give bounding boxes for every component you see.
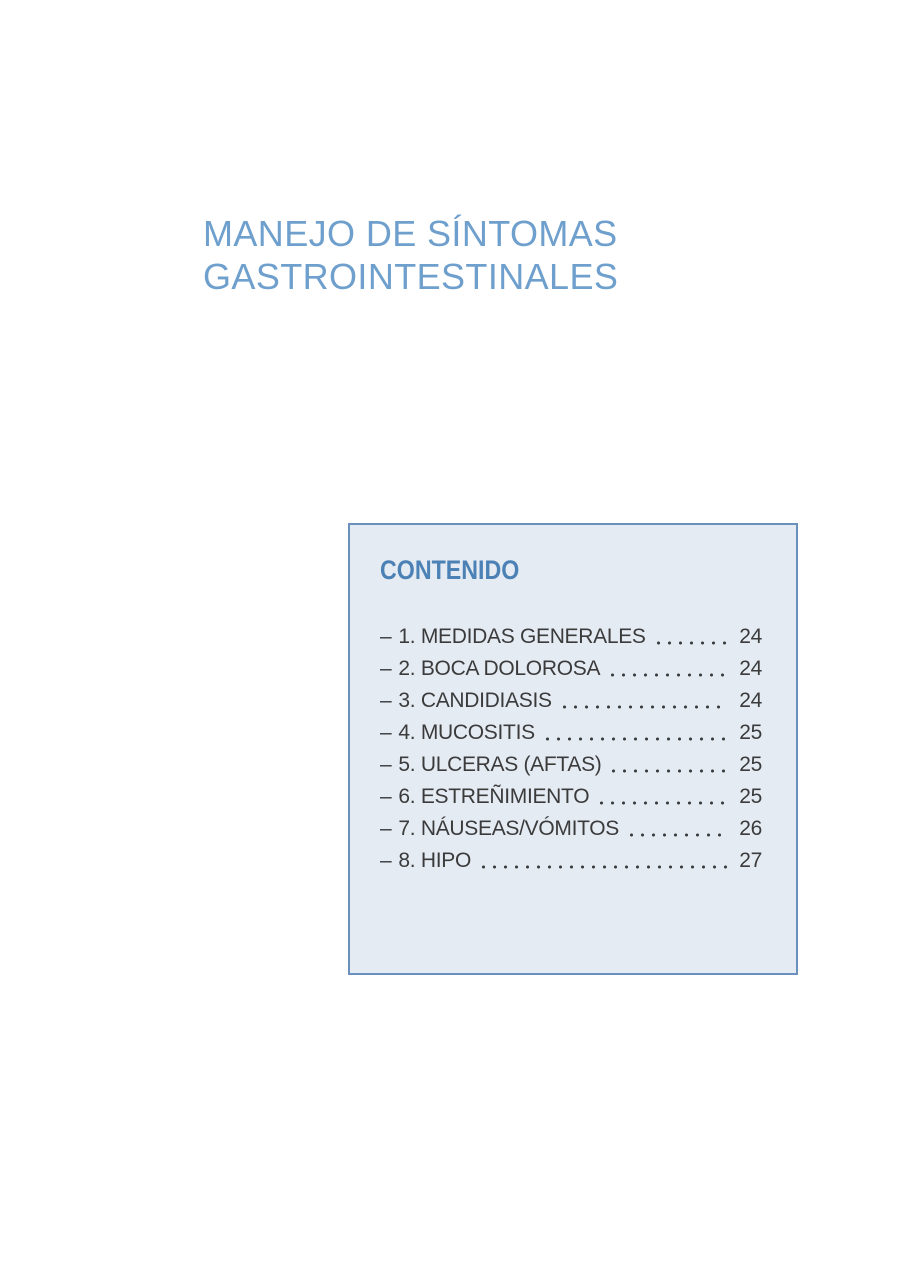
toc-leader-dots <box>593 781 728 813</box>
toc-item[interactable] <box>380 749 762 781</box>
toc-item-page: 27 <box>739 849 762 872</box>
toc-item-page: 26 <box>739 817 762 840</box>
toc-item-marker: – <box>380 689 392 712</box>
page-title-line2: GASTROINTESTINALES <box>203 256 619 297</box>
toc-item-page: 25 <box>739 785 762 808</box>
toc-leader-dots <box>539 717 728 749</box>
toc-item-label: 2. BOCA DOLOROSA <box>398 657 601 680</box>
toc-item-marker: – <box>380 785 392 808</box>
toc-leader-dots <box>605 749 728 781</box>
toc-leader-dots <box>650 621 728 653</box>
toc-heading: CONTENIDO <box>380 555 520 585</box>
toc-leader-dots <box>556 685 728 717</box>
toc-item-marker: – <box>380 817 392 840</box>
toc-item-marker: – <box>380 657 392 680</box>
toc-item-marker: – <box>380 721 392 744</box>
toc-item-label: 5. ULCERAS (AFTAS) <box>398 753 602 776</box>
toc-item[interactable] <box>380 653 762 685</box>
toc-item-marker: – <box>380 849 392 872</box>
toc-item[interactable] <box>380 621 762 653</box>
toc-item-page: 25 <box>739 721 762 744</box>
toc-item-label: 7. NÁUSEAS/VÓMITOS <box>398 817 619 840</box>
toc-leader-dots <box>475 845 728 877</box>
toc-item[interactable] <box>380 685 762 717</box>
toc-item-page: 24 <box>739 625 762 648</box>
toc-item-label: 4. MUCOSITIS <box>398 721 535 744</box>
toc-item-marker: – <box>380 753 392 776</box>
page-title-line1: MANEJO DE SÍNTOMAS <box>203 213 618 254</box>
toc-item[interactable] <box>380 813 762 845</box>
toc-leader-dots <box>623 813 728 845</box>
toc-item-label: 3. CANDIDIASIS <box>398 689 552 712</box>
toc-item-label: 6. ESTREÑIMIENTO <box>398 785 590 808</box>
toc-list <box>380 621 762 877</box>
toc-item-page: 24 <box>739 657 762 680</box>
toc-item[interactable] <box>380 781 762 813</box>
toc-leader-dots <box>604 653 728 685</box>
toc-box <box>348 523 798 975</box>
page-title <box>203 212 618 298</box>
toc-item-page: 25 <box>739 753 762 776</box>
toc-item-label: 8. HIPO <box>398 849 471 872</box>
toc-item-label: 1. MEDIDAS GENERALES <box>398 625 646 648</box>
toc-item-marker: – <box>380 625 392 648</box>
toc-item[interactable] <box>380 845 762 877</box>
toc-item-page: 24 <box>739 689 762 712</box>
toc-item[interactable] <box>380 717 762 749</box>
